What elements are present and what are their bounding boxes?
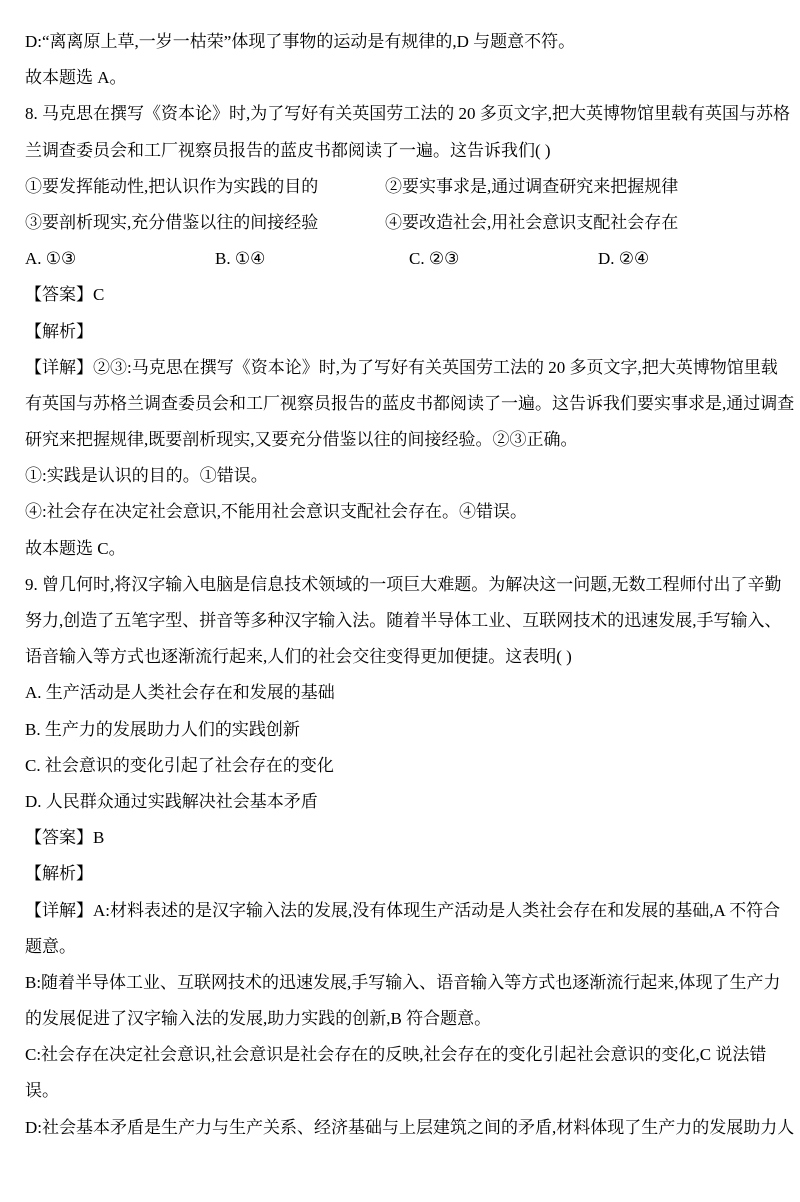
doc-line: C. 社会意识的变化引起了社会存在的变化 bbox=[25, 755, 334, 775]
doc-line: 9. 曾几何时,将汉字输入电脑是信息技术领域的一项巨大难题。为解决这一问题,无数工程师付出了辛勤 bbox=[25, 574, 782, 594]
doc-line: 【详解】A:材料表述的是汉字输入法的发展,没有体现生产活动是人类社会存在和发展的基础,A 不符合 bbox=[25, 900, 781, 920]
doc-line: D. 人民群众通过实践解决社会基本矛盾 bbox=[25, 791, 318, 811]
doc-line: 【答案】B bbox=[25, 828, 105, 848]
doc-line: 努力,创造了五笔字型、拼音等多种汉字输入法。随着半导体工业、互联网技术的迅速发展,手写输入、 bbox=[25, 611, 782, 630]
doc-line: 语音输入等方式也逐渐流行起来,人们的社会交往变得更加便捷。这表明( ) bbox=[25, 647, 572, 667]
doc-line: 的发展促进了汉字输入法的发展,助力实践的创新,B 符合题意。 bbox=[25, 1009, 492, 1029]
document-body bbox=[25, 24, 795, 1146]
doc-line: C:社会存在决定社会意识,社会意识是社会存在的反映,社会存在的变化引起社会意识的变化,C 说法错 bbox=[25, 1045, 767, 1065]
doc-line: 【答案】C bbox=[25, 285, 105, 305]
doc-line: 题意。 bbox=[25, 936, 76, 956]
doc-line: 【解析】 bbox=[25, 864, 93, 884]
doc-line-cell: C. ②③ bbox=[409, 249, 460, 269]
doc-line bbox=[25, 205, 775, 241]
doc-line: D:“离离原上草,一岁一枯荣”体现了事物的运动是有规律的,D 与题意不符。 bbox=[25, 32, 576, 51]
doc-line: 故本题选 C。 bbox=[25, 538, 126, 558]
doc-line: 有英国与苏格兰调查委员会和工厂视察员报告的蓝皮书都阅读了一遍。这告诉我们要实事求是,通过调查 bbox=[25, 393, 795, 413]
doc-line-cell: ③要剖析现实,充分借鉴以往的间接经验 bbox=[25, 212, 319, 232]
doc-line: 8. 马克思在撰写《资本论》时,为了写好有关英国劳工法的 20 多页文字,把大英博物馆里载有英国与苏格 bbox=[25, 104, 790, 124]
doc-line: ④:社会存在决定社会意识,不能用社会意识支配社会存在。④错误。 bbox=[25, 502, 527, 522]
doc-line bbox=[25, 241, 775, 277]
doc-line-cell: ②要实事求是,通过调查研究来把握规律 bbox=[385, 176, 679, 196]
doc-line-cell: B. ①④ bbox=[215, 249, 266, 269]
doc-line: B:随着半导体工业、互联网技术的迅速发展,手写输入、语音输入等方式也逐渐流行起来,体现了生产力 bbox=[25, 972, 781, 992]
doc-line-cell: ①要发挥能动性,把认识作为实践的目的 bbox=[25, 176, 319, 196]
doc-line: 研究来把握规律,既要剖析现实,又要充分借鉴以往的间接经验。②③正确。 bbox=[25, 430, 578, 450]
doc-line: 【解析】 bbox=[25, 321, 93, 341]
doc-line bbox=[25, 169, 775, 205]
doc-line: 故本题选 A。 bbox=[25, 68, 127, 88]
doc-line: B. 生产力的发展助力人们的实践创新 bbox=[25, 719, 300, 739]
doc-line-cell: ④要改造社会,用社会意识支配社会存在 bbox=[385, 212, 679, 232]
doc-line: 兰调查委员会和工厂视察员报告的蓝皮书都阅读了一遍。这告诉我们( ) bbox=[25, 140, 551, 160]
doc-line: D:社会基本矛盾是生产力与生产关系、经济基础与上层建筑之间的矛盾,材料体现了生产力的发展助力人 bbox=[25, 1117, 795, 1137]
doc-line: A. 生产活动是人类社会存在和发展的基础 bbox=[25, 683, 335, 703]
doc-line-cell: D. ②④ bbox=[598, 249, 650, 269]
doc-line-cell: A. ①③ bbox=[25, 249, 77, 269]
doc-line: ①:实践是认识的目的。①错误。 bbox=[25, 466, 268, 486]
doc-line: 误。 bbox=[25, 1081, 59, 1101]
doc-line: 【详解】②③:马克思在撰写《资本论》时,为了写好有关英国劳工法的 20 多页文字,把大英博物馆里载 bbox=[25, 357, 778, 377]
